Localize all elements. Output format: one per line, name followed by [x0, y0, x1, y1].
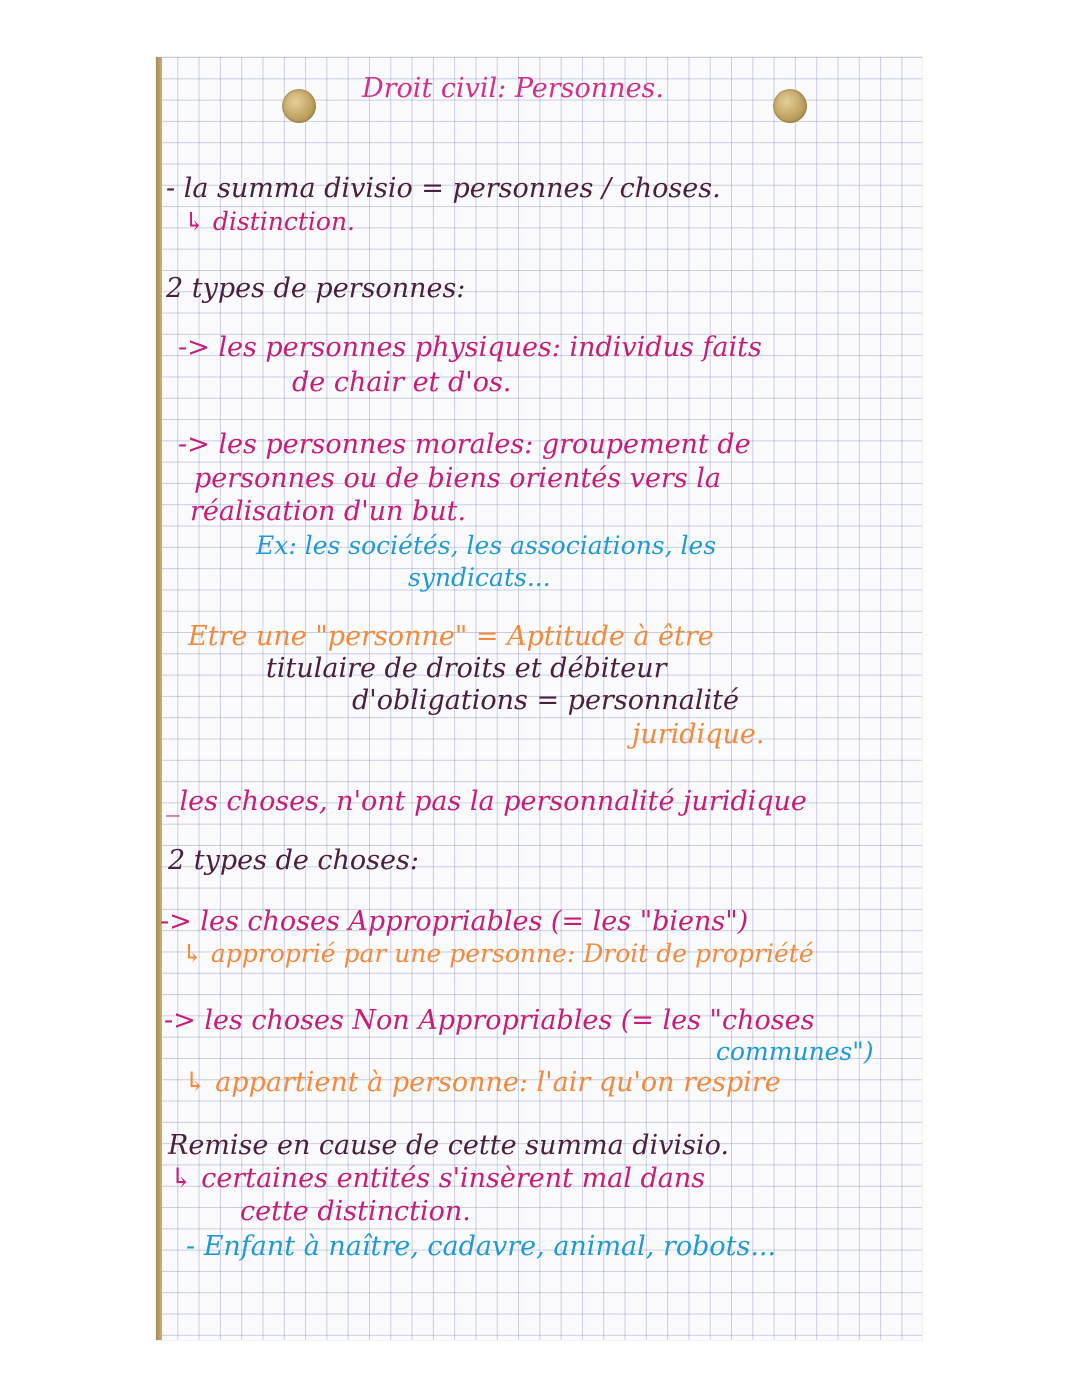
- note-line: 2 types de personnes:: [166, 273, 466, 304]
- note-line: titulaire de droits et débiteur: [266, 653, 667, 684]
- note-line: ↳ appartient à personne: l'air qu'on respire: [184, 1067, 781, 1098]
- binder-hole-right: [773, 89, 807, 123]
- binder-hole-left: [282, 89, 316, 123]
- note-line: -> les choses Non Appropriables (= les "choses: [164, 1005, 815, 1036]
- note-line: -> les personnes morales: groupement de: [178, 429, 751, 460]
- note-line: de chair et d'os.: [292, 367, 512, 398]
- note-line: Remise en cause de cette summa divisio.: [168, 1130, 729, 1161]
- note-line: juridique.: [632, 719, 765, 750]
- note-line: cette distinction.: [240, 1196, 471, 1227]
- note-line: ↳ distinction.: [184, 207, 356, 236]
- note-line: -> les personnes physiques: individus faits: [178, 332, 762, 363]
- note-line: communes"): [716, 1037, 874, 1066]
- note-line: personnes ou de biens orientés vers la: [194, 463, 722, 494]
- note-line: Etre une "personne" = Aptitude à être: [188, 621, 714, 652]
- note-title: Droit civil: Personnes.: [362, 73, 664, 104]
- note-line: 2 types de choses:: [168, 845, 419, 876]
- note-line: réalisation d'un but.: [190, 496, 467, 527]
- notebook-page: [156, 57, 922, 1340]
- note-line: -> les choses Appropriables (= les "biens"): [160, 906, 749, 937]
- note-line: _les choses, n'ont pas la personnalité juridique: [166, 786, 807, 817]
- note-line: ↳ approprié par une personne: Droit de propriété: [182, 939, 814, 968]
- note-line: ↳ certaines entités s'insèrent mal dans: [170, 1163, 706, 1194]
- note-line: syndicats...: [408, 563, 551, 592]
- note-line: - Enfant à naître, cadavre, animal, robots...: [186, 1231, 777, 1262]
- note-line: Ex: les sociétés, les associations, les: [256, 531, 717, 560]
- page-margin-edge: [156, 57, 162, 1340]
- note-line: d'obligations = personnalité: [352, 685, 739, 716]
- note-line: - la summa divisio = personnes / choses.: [166, 173, 721, 204]
